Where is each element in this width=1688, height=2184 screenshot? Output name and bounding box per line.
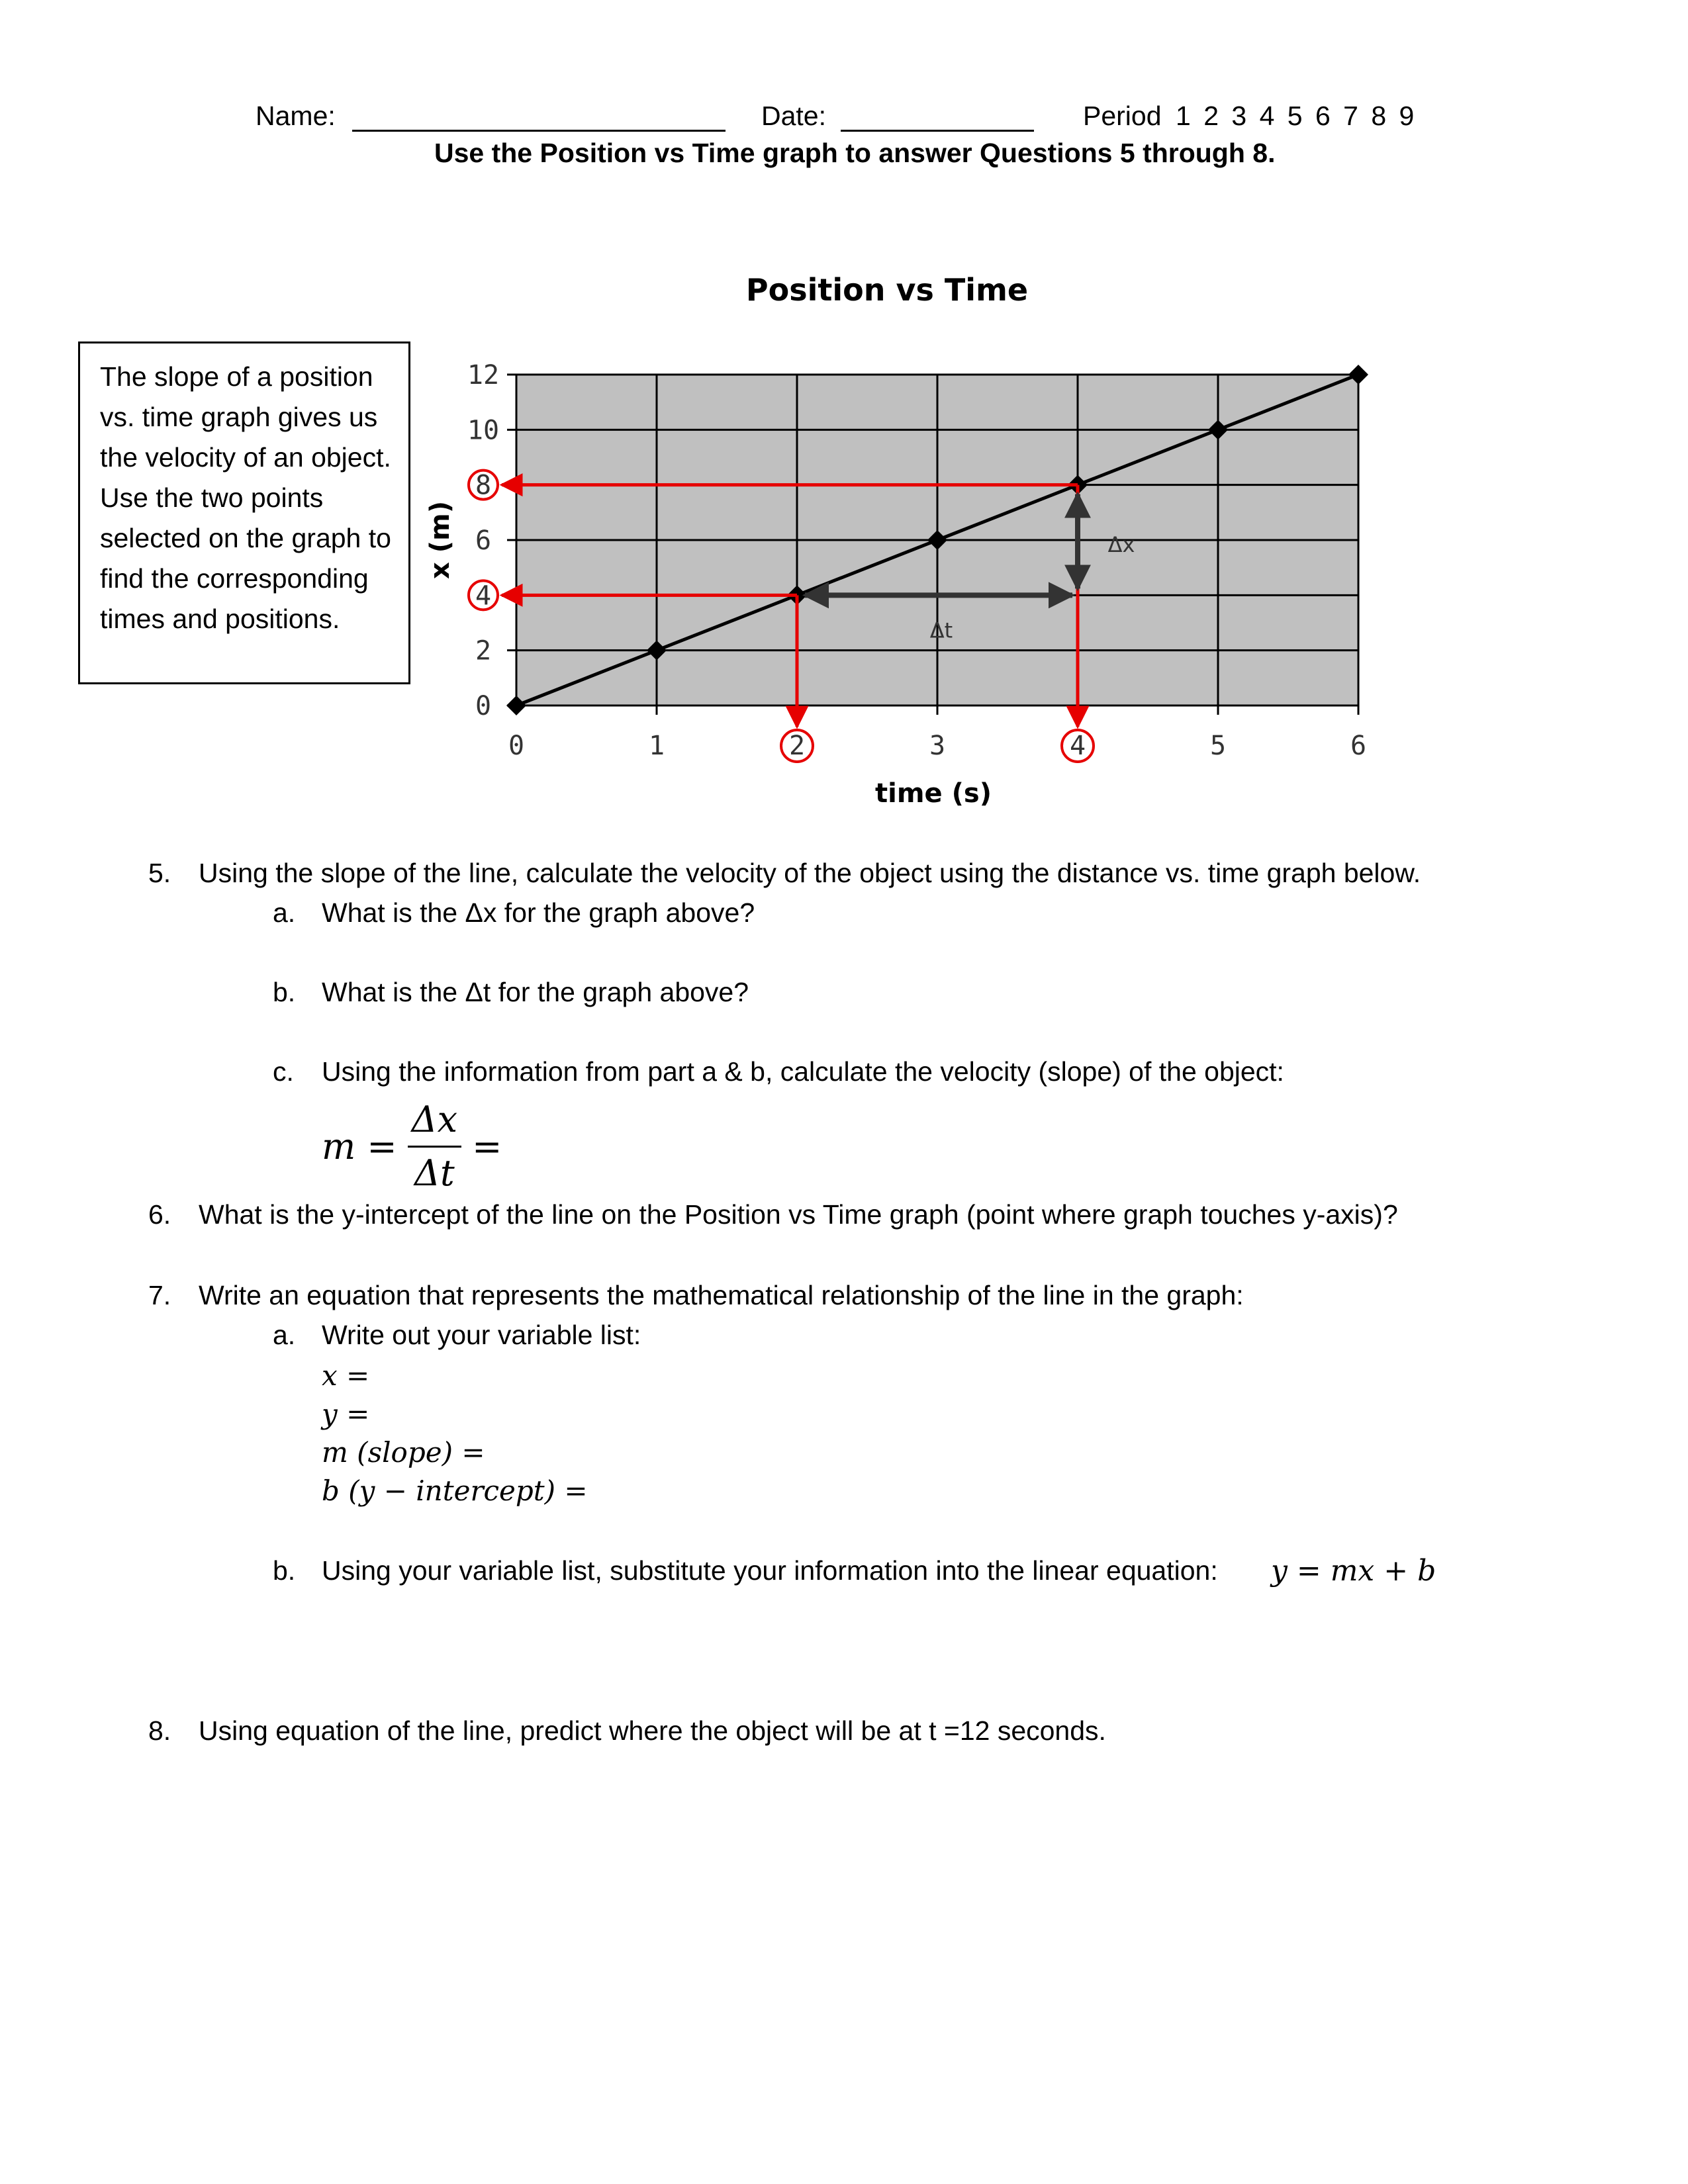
q8-text: Using equation of the line, predict where the object will be at t =12 seconds. [199, 1715, 1106, 1746]
date-label: Date: [761, 101, 826, 131]
variable-y: y = [322, 1398, 370, 1430]
slope-formula-lhs: m = [322, 1125, 397, 1167]
x-axis-label: time (s) [875, 778, 992, 809]
q5-number: 5. [148, 858, 171, 888]
delta-t-label: Δt [929, 617, 953, 643]
x-tick-label: 1 [648, 731, 665, 761]
q5b-label: b. [273, 977, 296, 1007]
q7-number: 7. [148, 1280, 171, 1310]
period-label: Period [1083, 101, 1162, 131]
delta-x-label: Δx [1107, 532, 1135, 557]
x-tick-label: 3 [929, 731, 946, 761]
q5a-text: What is the Δx for the graph above? [322, 897, 755, 928]
slope-fraction [408, 1094, 461, 1199]
slope-explanation-text: The slope of a position vs. time graph gives us the velocity of an object. Use the two points selected on the graph to find the corresponding times and positions. [100, 361, 391, 634]
chart-title: Position vs Time [745, 272, 1029, 308]
y-tick-label: 6 [475, 525, 492, 556]
slope-formula-rhs: = [472, 1125, 502, 1167]
q5c-label: c. [273, 1056, 294, 1087]
y-tick-label: 0 [475, 691, 492, 721]
linear-equation: y = mx + b [1271, 1554, 1436, 1588]
x-tick-label: 4 [1069, 731, 1086, 761]
slope-formula [322, 1092, 502, 1201]
x-tick-label: 6 [1350, 731, 1367, 761]
q5-text: Using the slope of the line, calculate the velocity of the object using the distance vs. time graph below. [199, 858, 1421, 888]
q8-number: 8. [148, 1715, 171, 1746]
y-tick-label: 12 [467, 360, 500, 390]
x-tick-label: 2 [788, 731, 806, 761]
q6-text: What is the y-intercept of the line on the Position vs Time graph (point where graph touches y-axis)? [199, 1199, 1398, 1230]
q7b-label: b. [273, 1555, 296, 1586]
q7a-label: a. [273, 1320, 296, 1350]
y-tick-label: 8 [475, 470, 492, 501]
y-tick-label: 2 [475, 635, 492, 666]
y-axis-label: x (m) [425, 501, 455, 579]
slope-fraction-denominator: Δt [414, 1152, 455, 1194]
q7b-text: Using your variable list, substitute your information into the linear equation: [322, 1555, 1218, 1586]
name-label: Name: [256, 101, 336, 131]
y-tick-label: 10 [467, 415, 500, 446]
variable-x: x = [322, 1359, 370, 1392]
q5c-text: Using the information from part a & b, calculate the velocity (slope) of the object: [322, 1056, 1284, 1087]
variable-slope: m (slope) = [322, 1436, 485, 1469]
instruction-heading: Use the Position vs Time graph to answer Questions 5 through 8. [434, 138, 1276, 168]
q5b-text: What is the Δt for the graph above? [322, 977, 749, 1007]
q5a-label: a. [273, 897, 296, 928]
q6-number: 6. [148, 1199, 171, 1230]
q7-text: Write an equation that represents the mathematical relationship of the line in the graph: [199, 1280, 1244, 1310]
slope-fraction-numerator: Δx [408, 1094, 461, 1148]
q7a-text: Write out your variable list: [322, 1320, 641, 1350]
position-vs-time-chart [0, 0, 1688, 827]
x-tick-label: 0 [508, 731, 525, 761]
variable-intercept: b (y − intercept) = [322, 1475, 588, 1507]
x-tick-label: 5 [1209, 731, 1227, 761]
period-numbers: 1 2 3 4 5 6 7 8 9 [1176, 101, 1417, 131]
y-tick-label: 4 [475, 580, 492, 612]
